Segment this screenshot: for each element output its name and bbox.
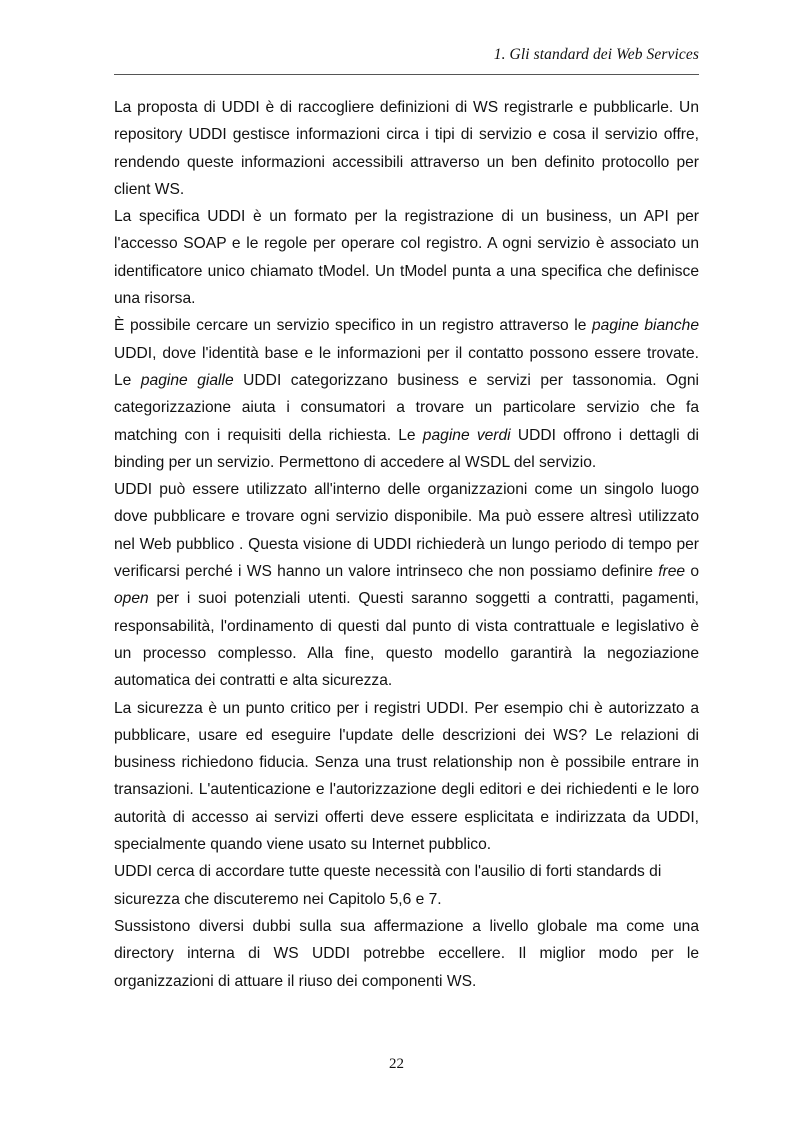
paragraph-text-segment: UDDI categorizzano business e servizi per tassonomia. Ogni categorizzazione aiuta i consumatori a trovare un particolare servizio che fa matching con i requisiti della richiesta. Le <box>114 371 699 444</box>
paragraph-uddi-standards: UDDI cerca di accordare tutte queste necessità con l'ausilio di forti standards di sicurezza che discuteremo nei Capitolo 5,6 e 7. <box>114 863 662 908</box>
paragraph-uddi-pages <box>114 312 699 476</box>
emphasis-open: open <box>114 590 149 608</box>
emphasis-pagine-gialle: pagine gialle <box>140 371 234 389</box>
paragraph-uddi-usage <box>114 476 699 694</box>
emphasis-pagine-verdi: pagine verdi <box>422 426 511 444</box>
paragraph-text-segment: UDDI offrono i dettagli di binding per un servizio. Permettono di accedere al WSDL del servizio. <box>114 426 699 471</box>
emphasis-free: free <box>658 563 686 581</box>
page-number: 22 <box>389 1056 404 1072</box>
paragraph-uddi-security: La sicurezza è un punto critico per i registri UDDI. Per esempio chi è autorizzato a pubblicare, usare ed eseguire l'update delle descrizioni dei WS? Le relazioni di business richiedono fiducia. Senza una trust relationship non è possibile entrare in transazioni. L'autenticazione e l'autorizzazione degli editori e dei richiedenti e le loro autorità di accesso ai servizi offerti deve essere esplicitata e indirizzata da UDDI, specialmente quando viene usato su Internet pubblico. <box>114 699 699 854</box>
paragraph-text-segment: UDDI, dove l'identità base e le informazioni per il contatto possono essere trovate. Le <box>114 344 699 389</box>
paragraph-text-segment: È possibile cercare un servizio specifico in un registro attraverso le <box>114 317 592 335</box>
running-header: 1. Gli standard dei Web Services <box>493 46 699 63</box>
emphasis-pagine-bianche: pagine bianche <box>591 317 699 335</box>
body-text <box>114 94 699 995</box>
header-rule <box>114 74 699 75</box>
paragraph-uddi-specification: La specifica UDDI è un formato per la registrazione di un business, un API per l'accesso SOAP e le regole per operare col registro. A ogni servizio è associato un identificatore unico chiamato tModel. Un tModel punta a una specifica che definisce una risorsa. <box>114 208 699 308</box>
paragraph-text-segment: UDDI può essere utilizzato all'interno delle organizzazioni come un singolo luogo dove pubblicare e trovare ogni servizio disponibile. Ma può essere altresì utilizzato nel Web pubblico . Questa visione di UDDI richiederà un lungo periodo di tempo per verificarsi perché i WS hanno un valore intrinseco che non possiamo definire <box>114 481 699 581</box>
paragraph-text-segment: o <box>685 563 699 581</box>
paragraph-uddi-adoption: Sussistono diversi dubbi sulla sua affermazione a livello globale ma come una directory interna di WS UDDI potrebbe eccellere. Il miglior modo per le organizzazioni di attuare il riuso dei componenti WS. <box>114 917 699 990</box>
paragraph-text-segment: per i suoi potenziali utenti. Questi saranno soggetti a contratti, pagamenti, responsabilità, l'ordinamento di questi dal punto di vista contrattuale e legislativo è un processo complesso. Alla fine, questo modello garantirà la negoziazione automatica dei contratti e alta sicurezza. <box>114 590 699 690</box>
paragraph-uddi-proposal: La proposta di UDDI è di raccogliere definizioni di WS registrarle e pubblicarle. Un repository UDDI gestisce informazioni circa i tipi di servizio e cosa il servizio offre, rendendo queste informazioni accessibili attraverso un ben definito protocollo per client WS. <box>114 99 699 198</box>
